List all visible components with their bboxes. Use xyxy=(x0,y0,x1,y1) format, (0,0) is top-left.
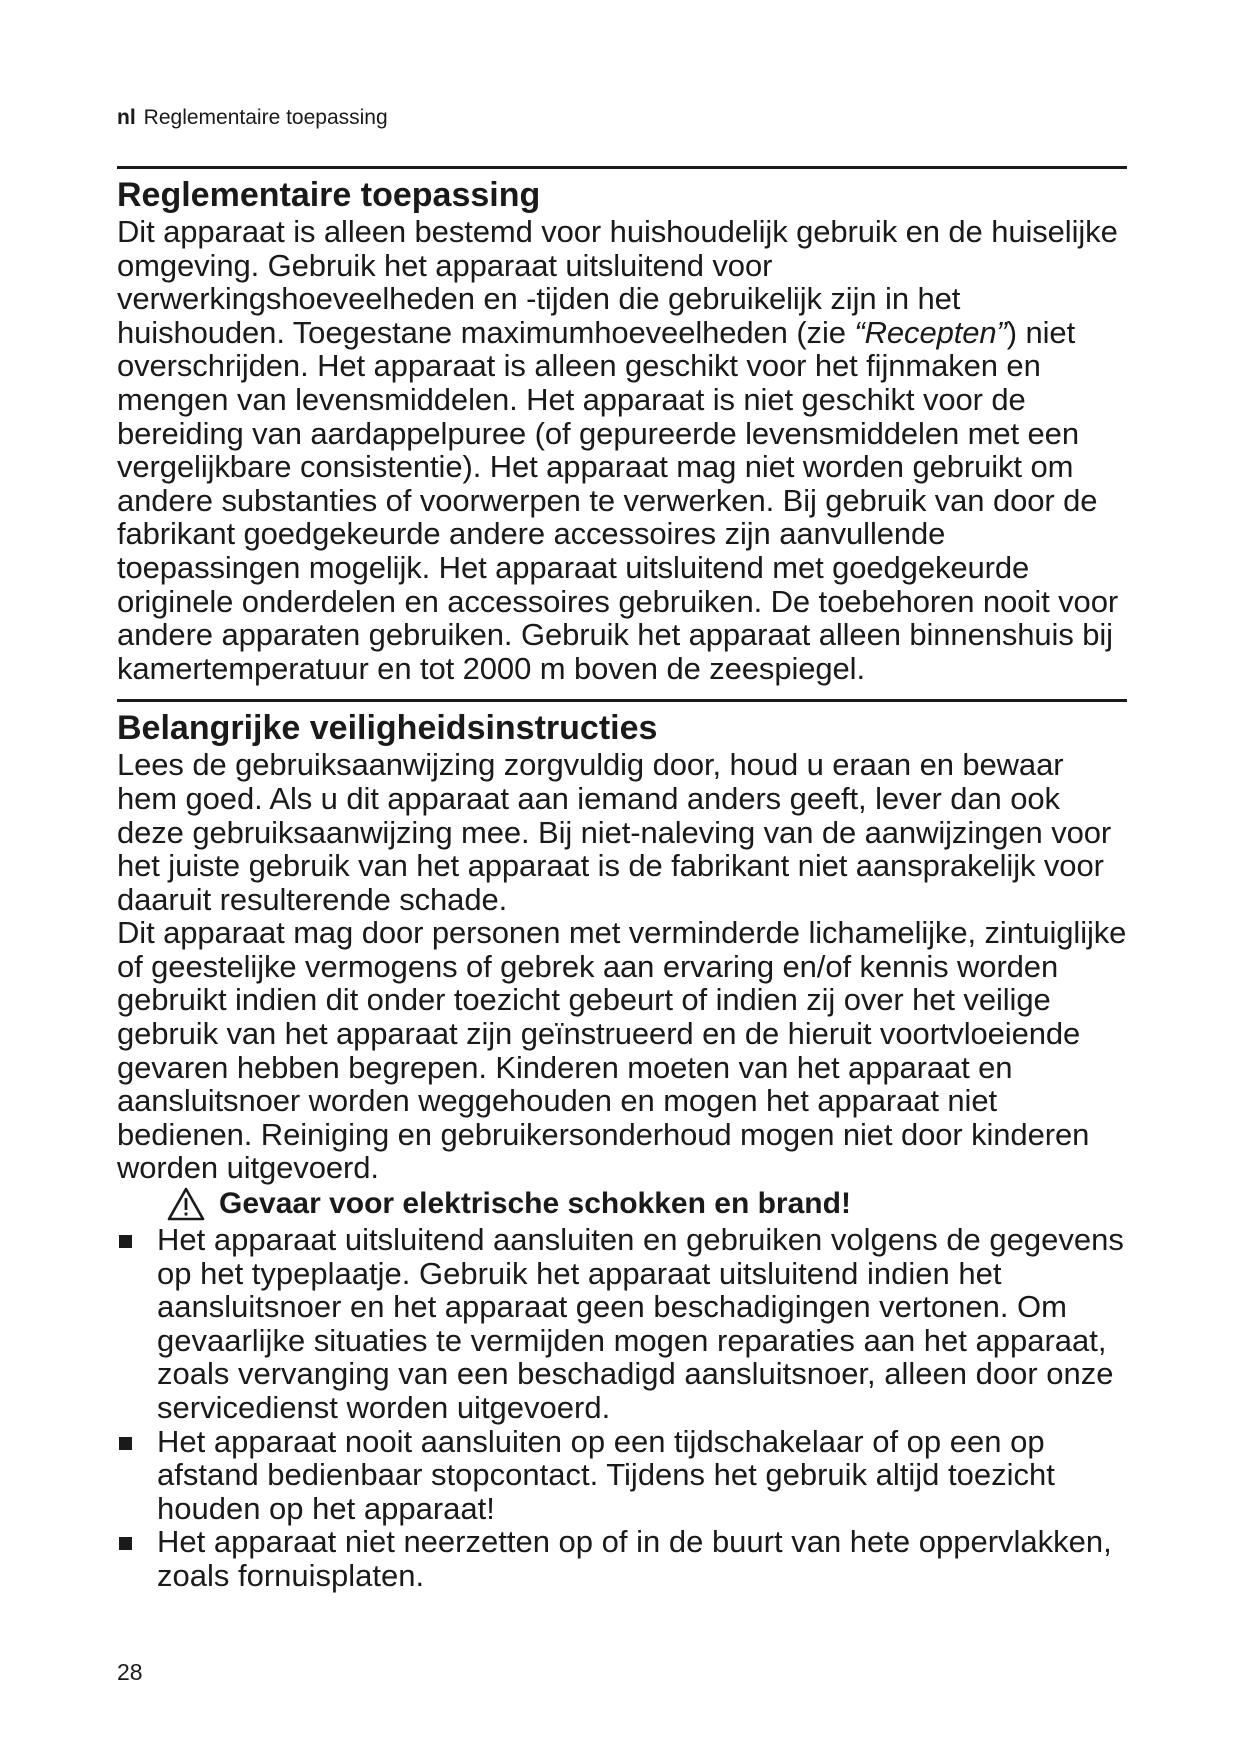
warning-title: Gevaar voor elektrische schokken en brand! xyxy=(219,1187,851,1221)
document-page xyxy=(117,104,1127,1593)
running-header-title: Reglementaire toepassing xyxy=(143,106,388,129)
safety-paragraph-1: Lees de gebruiksaanwijzing zorgvuldig door, houd u eraan en bewaar hem goed. Als u dit apparaat aan iemand anders geeft, lever dan ook deze gebruiksaanwijzing mee. Bij niet-naleving van de aanwijzingen voor het juiste gebruik van het apparaat is de fabrikant niet aansprakelijk voor daaruit resulterende schade. xyxy=(117,747,1112,917)
bullet-square-icon xyxy=(119,1537,132,1550)
bullet-square-icon xyxy=(119,1437,132,1450)
section-title-safety: Belangrijke veiligheidsinstructies xyxy=(117,709,658,748)
intended-use-text-part1: Dit apparaat is alleen bestemd voor huishoudelijk gebruik en de huiselijke omgeving. Gebruik het apparaat uitsluitend voor verwerkingshoeveelheden en -tijden die gebruikelijk zijn in het huishouden. Toegestane maximumhoeveelheden (zie xyxy=(117,214,1118,350)
list-item-text: Het apparaat niet neerzetten op of in de buurt van hete oppervlakken, zoals fornuisplaten. xyxy=(157,1524,1112,1593)
safety-paragraph-2: Dit apparaat mag door personen met verminderde lichamelijke, zintuiglijke of geestelijke vermogens of gebrek aan ervaring en/of kennis worden gebruikt indien dit onder toezicht gebeurt of indien zij over het veilige gebruik van het apparaat zijn geïnstrueerd en de hieruit voortvloeiende gevaren hebben begrepen. Kinderen moeten van het apparaat en aansluitsnoer worden weggehouden en mogen het apparaat niet bedienen. Reiniging en gebruikersonderhoud mogen niet door kinderen worden uitgevoerd. xyxy=(117,915,1127,1186)
warning-heading xyxy=(167,1185,1127,1223)
warning-triangle-icon xyxy=(167,1187,205,1221)
intended-use-text-part2: ) niet overschrijden. Het apparaat is alleen geschikt voor het fijnmaken en mengen van levensmiddelen. Het apparaat is niet geschikt voor de bereiding van aardappelpuree (of gepureerde levensmiddelen met een vergelijkbare consistentie). Het apparaat mag niet worden gebruikt om andere substanties of voorwerpen te verwerken. Bij gebruik van door de fabrikant goedgekeurde andere accessoires zijn aanvullende toepassingen mogelijk. Het apparaat uitsluitend met goedgekeurde originele onderdelen en accessoires gebruiken. De toebehoren nooit voor andere apparaten gebruiken. Gebruik het apparaat alleen binnenshuis bij kamertemperatuur en tot 2000 m boven de zeespiegel. xyxy=(117,314,1119,686)
list-item-text: Het apparaat nooit aansluiten op een tijdschakelaar of op een op afstand bedienbaar stopcontact. Tijdens het gebruik altijd toezicht houden op het apparaat! xyxy=(157,1423,1055,1526)
intended-use-paragraph xyxy=(117,215,1127,685)
list-item-text: Het apparaat uitsluitend aansluiten en gebruiken volgens de gegevens op het typeplaatje. Gebruik het apparaat uitsluitend indien het aansluitsnoer en het apparaat geen beschadigingen vertonen. Om gevaarlijke situaties te vermijden mogen reparaties aan het apparaat, zoals vervanging van een beschadigd aansluitsnoer, alleen door onze servicedienst worden uitgevoerd. xyxy=(157,1222,1124,1425)
list-item xyxy=(117,1525,1127,1592)
safety-bullet-list xyxy=(117,1223,1127,1593)
list-item xyxy=(117,1425,1127,1526)
section-divider xyxy=(117,699,1127,702)
section-divider xyxy=(117,166,1127,169)
running-header xyxy=(117,104,1127,132)
page-number: 28 xyxy=(117,1659,143,1685)
bullet-square-icon xyxy=(119,1235,132,1248)
language-code: nl xyxy=(117,106,136,129)
section-title-intended-use: Reglementaire toepassing xyxy=(117,176,541,214)
list-item xyxy=(117,1223,1127,1425)
recipes-reference: “Recepten” xyxy=(854,314,1007,350)
